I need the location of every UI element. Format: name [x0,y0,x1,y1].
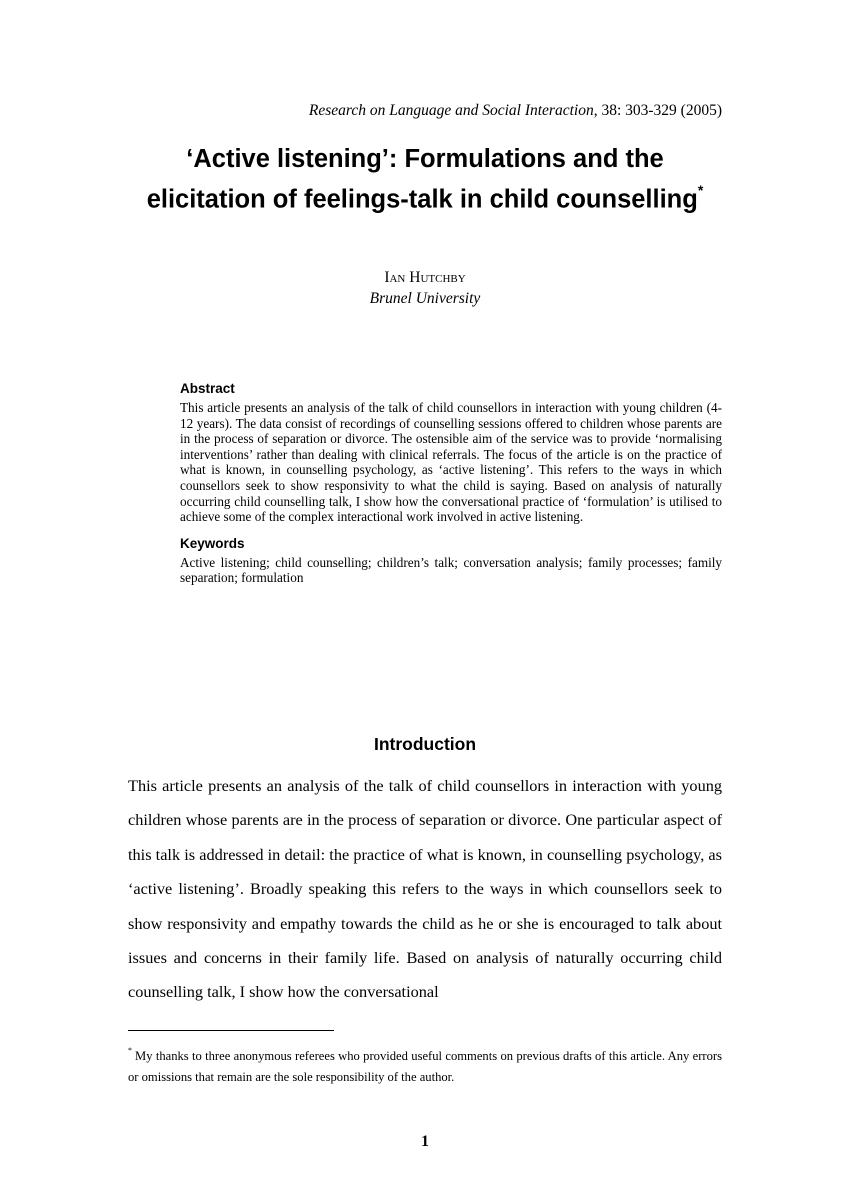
abstract-heading: Abstract [180,381,235,396]
introduction-heading: Introduction [373,734,477,754]
author-name: Ian Hutchby [384,269,466,286]
journal-volume-pages: , 38: 303-329 (2005) [593,102,722,119]
journal-citation [128,102,722,120]
paper-title [128,142,722,217]
paper-title-text: ‘Active listening’: Formulations and the elicitation of feelings-talk in child counselling [146,145,698,214]
footnote-marker: * [128,1046,132,1055]
footnote [128,1042,722,1088]
title-footnote-marker[interactable]: * [697,182,704,198]
introduction-text: This article presents an analysis of the talk of child counsellors in interaction with young children whose parents are in the process of separation or divorce. One particular aspect of this talk is addressed in detail: the practice of what is known, in counselling psychology, as ‘active listening’. Broadly speaking this refers to the ways in which counsellors seek to show responsivity and empathy towards the child as he or she is encouraged to talk about issues and concerns in their family life. Based on analysis of naturally occurring child counselling talk, I show how the conversational [128,776,722,1002]
author-block [128,267,722,309]
page-number: 1 [421,1133,429,1150]
author-affiliation: Brunel University [369,290,481,307]
keywords-heading: Keywords [180,535,245,551]
footnote-text: My thanks to three anonymous referees who provided useful comments on previous drafts of this article. Any errors or omissions that remain are the sole responsibility of the author. [128,1049,722,1085]
keywords-text: Active listening; child counselling; children’s talk; conversation analysis; family processes; family separation; formulation [180,554,722,586]
abstract-section [180,380,722,586]
journal-name: Research on Language and Social Interaction [308,102,594,119]
footnote-divider [128,1030,334,1031]
abstract-text: This article presents an analysis of the talk of child counsellors in interaction with young children (4-12 years). The data consist of recordings of counselling sessions offered to children whose parents are in the process of separation or divorce. The ostensible aim of the service was to provide ‘normalising interventions’ rather than dealing with clinical referrals. The focus of the article is on the practice of what is known, in counselling psychology, as ‘active listening’. This refers to the ways in which counsellors seek to show responsivity to what the child is saying. Based on analysis of naturally occurring child counselling talk, I show how the conversational practice of ‘formulation’ is utilised to achieve some of the complex interactional work involved in active listening. [180,400,722,525]
